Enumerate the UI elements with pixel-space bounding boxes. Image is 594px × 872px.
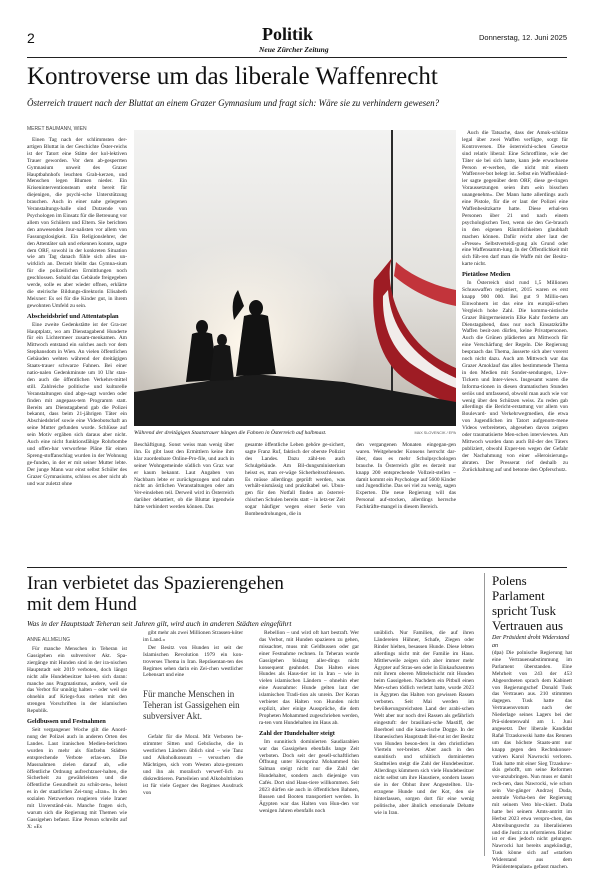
iran-column-1 (27, 646, 127, 856)
poland-deck: Der Präsident droht Widerstand an (492, 635, 570, 649)
iran-headline (27, 573, 284, 615)
column-divider (484, 573, 485, 856)
iran-col2-top: gibt mehr als zwei Millionen Strassen-köter im Land.» (143, 630, 243, 643)
poland-text: (dpa) Die polnische Regierung hat eine Vertrauensabstimmung im Parlament überstanden. Eine Mehrheit von 243 der 453 Abgeordneten sprach dem Kabinett von Regierungschef Donald Tusk das Vertrauen aus. 210 stimmten dagegen. Tusk hatte das Vertrauensvotum nach der Niederlage seines Lagers bei der Prä-sidentenwahl am 1. Juni angesetzt. Der liberale Kandidat Rafał Trzaskowski hatte das Rennen um das höchste Staats-amt nur knapp gegen den Rechtskonser-vativen Karol Nawrocki verloren. Tusk hatte mit einer Sieg Trzaskow-skis gehofft, um seine Reformen vor-anzubringen. Nun muss er damit rech-nen, dass Nawrocki, wie schon sein Vor-gänger Andrzej Duda, zentrale Vorha-ben der Regierung mit seinem Veto blo-ckiert. Duda hatte bei seinem Amts-antritt im Herbst 2023 etwa verspro-chen, das Abtreibungsrecht zu liberalisieren und die Justiz zu reformieren. Bisher ist er dies jedoch nicht gelungen. Nawrocki hat bereits angekündigt, Tusk könne sich auf «starken Widerstand aus dem Präsidentenpalast» gefasst machen. (492, 650, 572, 871)
iran-col3-subhead: Zahl der Hundehalter steigt (259, 729, 335, 737)
poland-headline: Polens Parlament spricht Tusk Vertrauen aus (492, 573, 564, 633)
section-divider (27, 567, 567, 568)
paper-name: Neue Zürcher Zeitung (259, 45, 329, 54)
photo-credit: MAX SLOVENCIK / EPA (414, 431, 456, 435)
iran-deck: Was in der Hauptstadt Teheran seit Jahren gilt, wird auch in anderen Städten eingeführt (27, 619, 292, 628)
page-number: 2 (27, 30, 35, 46)
iran-col2-text-b: Gefahr für die Moral. Mit Verboten be-stimmter Sitten und Gebräuche, die in westlichen Ländern üblich sind – wie Tanz und Alkoholkonsum – versuchen die Mächtigen, sich vom Westen abzu-grenzen und ihn als moralisch verwerf-lich zu diskreditieren. Parteileien und Alkoholtrinken ist für viele Gegner des Regimes Ausdruck von (143, 734, 243, 796)
lead-column-1 (27, 137, 127, 557)
iran-col1-subhead: Geldbussen und Festnahmen (27, 718, 106, 726)
lead-author: MERET BAUMANN, WIEN (27, 126, 87, 132)
issue-date: Donnerstag, 12. Juni 2025 (479, 33, 567, 42)
section-title: Politik (262, 24, 314, 44)
iran-column-4: unüblich. Nur Familien, die auf ihren Ländereien Hühner, Schafe, Ziegen oder Rinder hielten, besassen Hunde. Diese lebten allerdings nicht mit der Familie im Haus. Mittlerweile zeigen sich aber immer mehr Ägypter auf Stras-sen oder in Einkaufszentren mit ihrem oberen Mittelschicht mit Hunden beim Gassigehen. Nachdem ein Pitbull einen Men-schen tödlich verletzt hatte, wurde 2023 in Ägypten das Halten von gewissen Rassen verboten. Seit Mai werden im bevölkerungsreichsten Land der arabi-schen Welt aber nur noch drei Rassen als gefährlich eingestuft: der brasiliani-sche Mastiff, der Boerboel und die kana-rische Dogge. In der libanesischen Hauptstadt Bei-rut ist der Besitz von Hunden beson-ders in den christlichen Vierteln ver-breitet. Aber auch in den sunnitisch und schiitisch dominierten Stadtteilen steigt die Zahl der Hundebesitzer. Allerdings kümmern sich viele Hundebesitzer nicht selbst um ihre Haustiere, sondern lassen sie in der Obhut ihrer Angestellten. Un-erzogene Hunde und der Kot, den sie hinterlassen, sorgen dort für eine wenig politische, aber ähnlich emotionale Debatte wie in Iran. (374, 630, 474, 816)
lead-deck: Österreich trauert nach der Bluttat an einem Grazer Gymnasium und fragt sich: Wäre sie zu verhindern gewesen? (27, 98, 440, 108)
iran-col3-text-b: Im sunnitisch dominierten Saudiarabien war das Gassigehen ebenfalls lange Zeit verboten. Doch seit der gesell-schaftlichen Öffnung unter Kronprinz Mohammed bin Salman steigt nicht nur die Zahl der Hundehalter, sondern auch diejenige von Cafés. Dort sind Haus-tiere willkommen. Seit 2023 dürfen sie auch in öffentlichen Bahnen, Bussen und Booten transportiert werden. In Ägypten war das Halten von Hun-den vor wenigen Jahren ebenfalls noch (259, 738, 359, 814)
lead-bottom-col-1: Beschäftigung. Sonst weiss man wenig über ihn. Es gibt lasst den Ermittlern keine ihm klar zuordenbare Online-Pro-file, und auch in seiner Wohngemeinde südlich von Graz war er kaum bekannt. Laut Angaben von Nachbarn lebte er zurückgezogen und nahm nicht an örtlichen Veranstaltungen oder am Ver-einsleben teil. Derweil wird in Österreich darüber debattiert, ob die Bluttat irgendwie hätte verhindert werden können. Das (134, 442, 234, 511)
masthead-rule (27, 57, 567, 58)
iran-headline-line-1: Iran verbietet das Spazierengehen (27, 573, 284, 594)
photo-caption: Während der dreitägigen Staatstrauer hängen die Fahnen in Österreich auf halbmast. (134, 430, 327, 436)
iran-headline-line-2: mit dem Hund (27, 594, 137, 615)
lead-col1-subhead: Abscheidsbrief und Attentatsplan (27, 312, 119, 320)
lead-col4-text-b: In Österreich sind rund 1,5 Millionen Schusswaffen registriert, 2015 waren es erst knapp 900 000. Bei gut 9 Millio-nen Einwohnern ist das eine im europäi-schen Vergleich hohe Zahl. Die kommu-nistische Grazer Bürgermeisterin Elke Kahr forderte am Dienstagabend, dass nur noch Einsatzkräfte Waffen besit-zen dürfen, keine Privatpersonen. Auch die Grünen plädierten am Mittwoch für eine Verschärfung der Regeln. Die Regierung bespraach das Thema, äusserte sich aber vorerst noch nicht dazu. Auch am Mittwoch war das Grazer Amoklauf das alles bestimmende Thema in den Medien mit Sonder-sendungen, Live-Tickern und Inter-views. Insgesamt waren die Informa-tionen in diesen dramatischen Stunden seriös und umfassend, obwohl man auch wie vor wenig über den Schützen weiss. Zu reden gab allerdings die Bericht-erstattung vor allem von Boulevard- und Verkehrwegmedien, die etwa von Jugendlichen im Tatort aufgenom-mene Videos verbreiteten, abgesehen davon zeigten oder traumatisierte Men-schen interviewten. Am Mittwoch wurden dann auch Bil-der des Täters publiziert, obwohl Exper-ten wegen der Gefahr der Nachahmung von einer «Heroisierung» abraten. Der Presserat rief deshalb zu Zurückhaltung auf und betonte den Opferschutz. (462, 280, 568, 473)
iran-col2-text: Der Besitz von Hunden ist seit der Islamischen Revolution 1979 ein kon-troverses Thema in Iran. Repräsentan-ten des Regimes sehen darin ein Zei-chen westlicher Lebensart und eine (143, 644, 243, 679)
lead-bottom-col-3: den vergangenen Monaten eingegan-gen waren. Weitgehender Konsens herrscht dar-über, dass es mehr Schulpsychologen brauche. In Österreich gibt es derzeit nur knapp 200 entsprechende Vollzeit-stellen – damit kommt ein Psychologe auf 5600 Kinder und Jugendliche. Das sei viel zu wenig, sagen Experten. Die neue Regierung will das Personal auf-stocken, allerdings herrsche Fachkräfte-mangel in diesem Bereich. (356, 442, 456, 511)
iran-col3-text: Rebellion – und wird oft hart bestraft. Wer das Verbot, mit Hunden spazieren zu gehen, missachtet, muss mit Geldbussen oder gar einer Festnahme rechnen. In Teheran wurde Gassigehen bislang aller-dings nicht konsequent geahndet. Das Halten eines Hundes als Haus-tier ist in Iran – wie in vielen islamischen Ländern – ohnehin eher eine Ausnahme: Hunde gelten laut der islamischen Tradi-tion als unrein. Der Koran verbietet das Halten von Hunden nicht explizit, aber einige Aussprüche, die dem Propheten Mohammed zugeschrieben werden, ra-ten vom Hundehalten im Haus ab. (259, 630, 359, 726)
flag-half-mast-image (134, 130, 456, 426)
lead-column-4 (462, 130, 568, 558)
iran-column-2 (143, 630, 243, 856)
lead-photo (134, 130, 456, 426)
iran-col1-text: Für manche Menschen in Teheran ist Gassigehen ein subversiver Akt. Spa-ziergänge mit Hunden sind in der ira-nischen Hauptstadt seit 2019 verboten, doch längst nicht alle Hundebesitzer hal-ten sich daran: manche aus Pragmatismus, andere, weil sie das Verbot für unnötig halten – oder weil sie ohnehin auf Kriegs-fuss stehen mit den strengen Vorschriften in der islamischen Republik. (27, 646, 127, 715)
lead-col4-text: Auch die Tatsache, dass der Amok-schütze legal über zwei Waffen verfügte, sorgt für Kontroversen. Die österreichi-schen Gesetze sind relativ liberal: Eine Schrotflinte, wie der Täter sie bei sich hatte, kann jede erwachsene Person er-werben, die nicht mit einem Waffenver-bot belegt ist. Selbst ein Waffenhänd-ler sagte gegenüber dem ORF, diese ge-ringen Voraussetzungen seien ihm «ein bisschen unangenehm». Der Mann hatte allerdings auch eine Pistole, für die er laut der Polizei eine Waffenbesitzkarte hatte. Diese erhal-ten Personen über 21 und nach einem psychologischen Test, wenn sie den Ge-brauch in den eigenen Räumlichkeiten glaubhaft machen können. Dafür reicht aber laut der «Presse» Selbstverteidi-gung als Grund oder eine Waffensamm-lung. In der Öffentlichkeit mit sich füh-ren darf man die Waffe mit der Besitz-karte nicht. (462, 130, 568, 268)
lead-bottom-col-2: gesamte öffentliche Leben gehöre ge-sichert, sagte Franz Ruf, faktisch der oberste Polizist des Landes. Dazu zähl-ten auch Schulgebäude. Am Bil-dungsministerium heisst es, man er-wäge Sicherheitsschleusen. Es müsse allerdings geprüft werden, was verhält-nismässig und praktikabel sei. Ubun-gen für den Notfall finden an österrei-chischen Schulen bereits statt – in letz-ter Zeit sogar häufiger wegen einer Serie von Bombendrohungen, die in (245, 442, 345, 518)
lead-headline: Kontroverse um das liberale Waffenrecht (27, 63, 438, 90)
lead-col4-subhead: Pietätlose Medien (462, 271, 511, 279)
iran-column-3 (259, 630, 359, 856)
iran-col1-text-b: Seit vergangener Woche gilt die Anord-nung der Polizei auch in anderen Orten des Landes. Laut iranischen Medien-berichten wurden in mehr als fünfzehn Städten entsprechende Verbote erlas-sen. Die Massnahmen zielen darauf ab, «die öffentliche Ordnung aufrechtzuer-halten, die Sicherheit zu gewährleisten und die öffentliche Gesundheit zu schüt-zen», heisst es in der staatlichen Zei-tung «Iran». In den sozialen Netzwerken reagieren viele Iraner mit Unverständ-nis. Manche fragen sich, warum sich die Regierung mit Themen wie Gassigehen befasst. Eine Person schreibt auf X: «Es (27, 727, 127, 830)
iran-author: ANNE ALLMELING (27, 637, 71, 643)
lead-col1-text-b: Eine zweite Gedenkstätte ist der Gra-zer Hauptplatz, wo am Dienstagabend Hunderte für ein Lichtermeer zusam-menkamen. Am Mittwoch entstand ein solches auch vor dem Stephansdom in Wien. An vielen öffentlichen Gebäuden wehten während der dreitägigen Staats-trauer schwarze Fahnen. Bei einer natio-nalen Gedenkminute um 10 Uhr stan-den auch die öffentlichen Verkehrs-mittel still. Zahlreiche politische und kulturelle Veranstaltungen sind abge-sagt worden oder finden mit angepass-tem Programm statt. Bereits am Dienstagabend gab die Polizei bekannt, dass beim 21-jährigen Täter ein Abschiedsbrief sowie eine Videobotschaft an seine Mutter gefunden wurde. Schlüsse auf sein Motiv ergäben sich daraus aber nicht. Auch eine nicht funktionsfähige Rohrbombe und offen-bar verworfene Pläne für einen Spreng-stoffanschlag wurden in der Wohnung ge-funden, in der er mit seiner Mutter lebte. Der junge Mann war einst selbst Schüler des Grazer Gymnasiums, schloss es aber nicht ab und war zuletzt ohne (27, 321, 127, 487)
lead-col1-text: Einen Tag nach der schlimmsten der-artigen Bluttat in der Geschichte Öster-reichs ist der Tatort eine Stätte der kol-lektiven Trauer geworden. Vor dem ab-gesperrten Gymnasium unweit des Grazer Hauptbahnhofs leuchten Grab-kerzen, und Menschen legen Blumen nieder. Ein Kriseninterventionsteam steht bereit für diejenigen, die psychi-sche Unterstützung brauchen. Auch in einer nahe gelegenen Veranstaltungs-halle sind Dutzende von Psychologen im Einsatz für die Betreuung vor allem von Schülern und Eltern. Sie berichten den anwesenden Jour-nalisten vor allem von Fassungslosigkeit. Ein Religionslehrer, der den Attentäter sah und erkennen konnte, sagte dem ORF, sowohl in der konkreten Situation wie am Tag danach fühle sich alles un-wirklich an. Derzeit bleibt das Gymna-sium für die polizeilichen Ermittlungen noch geschlossen. Sobald das Gebäude freigegeben werde, solle es aber wieder offnen, erklärte die steirische Bildungs-direktorin Elisabeth Meixner: Es sei für die Kinder gut, in ihrem gewohnten Umfeld zu sein. (27, 137, 127, 309)
iran-pullquote: Für manche Menschen in Teheran ist Gassigehen ein subversiver Akt. (143, 689, 240, 722)
